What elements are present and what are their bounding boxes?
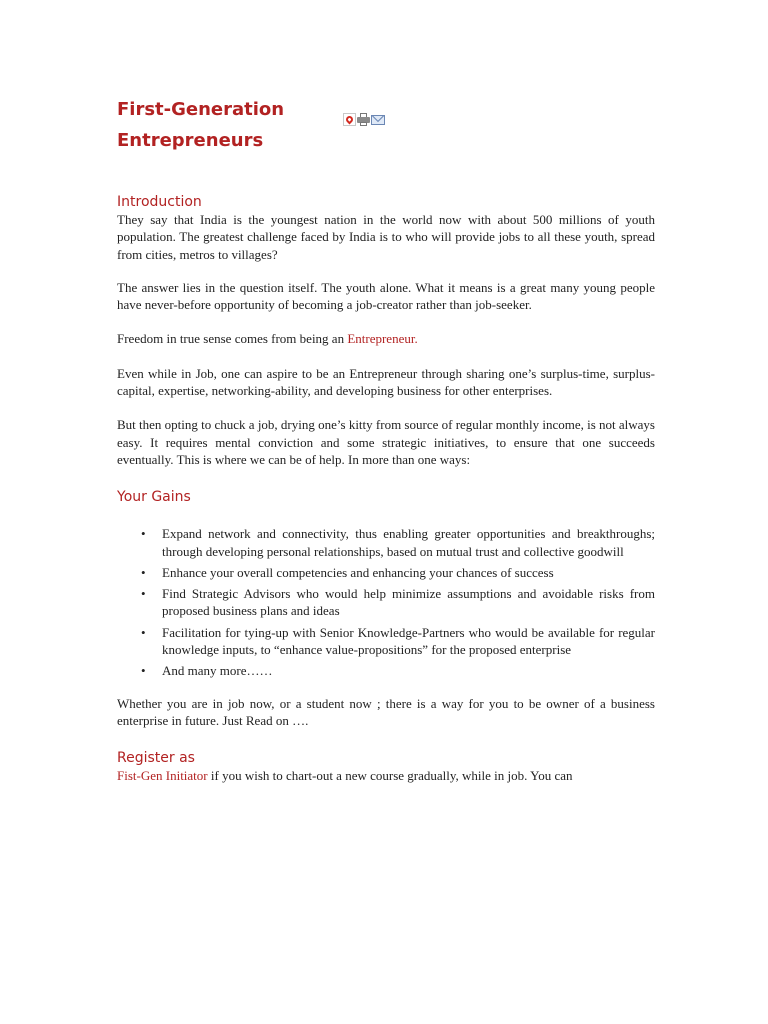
- register-text: if you wish to chart-out a new course gradually, while in job. You can: [207, 768, 573, 784]
- list-item: • Facilitation for tying-up with Senior Knowledge-Partners who would be available for regular knowledge inputs, to “enhance value-propositions” for the proposed enterprise: [162, 624, 655, 659]
- register-paragraph: [117, 767, 655, 784]
- print-icon[interactable]: [357, 113, 370, 126]
- gains-list: [117, 525, 655, 679]
- intro-paragraph-3: [117, 330, 655, 347]
- page-title-line-2: Entrepreneurs: [117, 130, 264, 151]
- list-item: • Enhance your overall competencies and enhancing your chances of success: [162, 564, 655, 581]
- entrepreneur-link[interactable]: Entrepreneur.: [347, 331, 418, 347]
- email-icon[interactable]: [371, 115, 385, 125]
- list-item: • Find Strategic Advisors who would help minimize assumptions and avoidable risks from proposed business plans and ideas: [162, 585, 655, 620]
- document-actions: [343, 113, 385, 126]
- title-block: [117, 94, 655, 156]
- page-title-line-1: First-Generation: [117, 99, 285, 120]
- document-page: [117, 94, 655, 785]
- gains-closing-paragraph: Whether you are in job now, or a student now ; there is a way for you to be owner of a business enterprise in future. Just Read on ….: [117, 695, 655, 728]
- intro-paragraph-5: But then opting to chuck a job, drying one’s kitty from source of regular monthly income, is not always easy. It requires mental conviction and some strategic initiatives, to ensure that one succeeds eventually. This is where we can be of help. In more than one ways:: [117, 417, 655, 467]
- introduction-heading: Introduction: [117, 194, 202, 210]
- list-item: • And many more……: [162, 662, 655, 679]
- intro-paragraph-3-text: Freedom in true sense comes from being an: [117, 331, 348, 347]
- gains-heading: Your Gains: [117, 489, 191, 506]
- fist-gen-initiator-link[interactable]: Fist-Gen Initiator: [117, 768, 208, 784]
- pdf-icon[interactable]: [343, 113, 356, 126]
- intro-paragraph-1: They say that India is the youngest nation in the world now with about 500 millions of youth population. The greatest challenge faced by India is to who will provide jobs to all these youth, spread from cities, metros to villages?: [117, 212, 655, 262]
- intro-paragraph-2: The answer lies in the question itself. The youth alone. What it means is a great many young people have never-before opportunity of becoming a job-creator rather than job-seeker.: [117, 279, 655, 313]
- intro-paragraph-4: Even while in Job, one can aspire to be an Entrepreneur through sharing one’s surplus-time, surplus-capital, expertise, networking-ability, and developing business for other enterprises.: [117, 365, 655, 399]
- list-item: • Expand network and connectivity, thus enabling greater opportunities and breakthroughs; through developing personal relationships, based on mutual trust and collective goodwill: [162, 525, 655, 560]
- register-heading: Register as: [117, 750, 195, 767]
